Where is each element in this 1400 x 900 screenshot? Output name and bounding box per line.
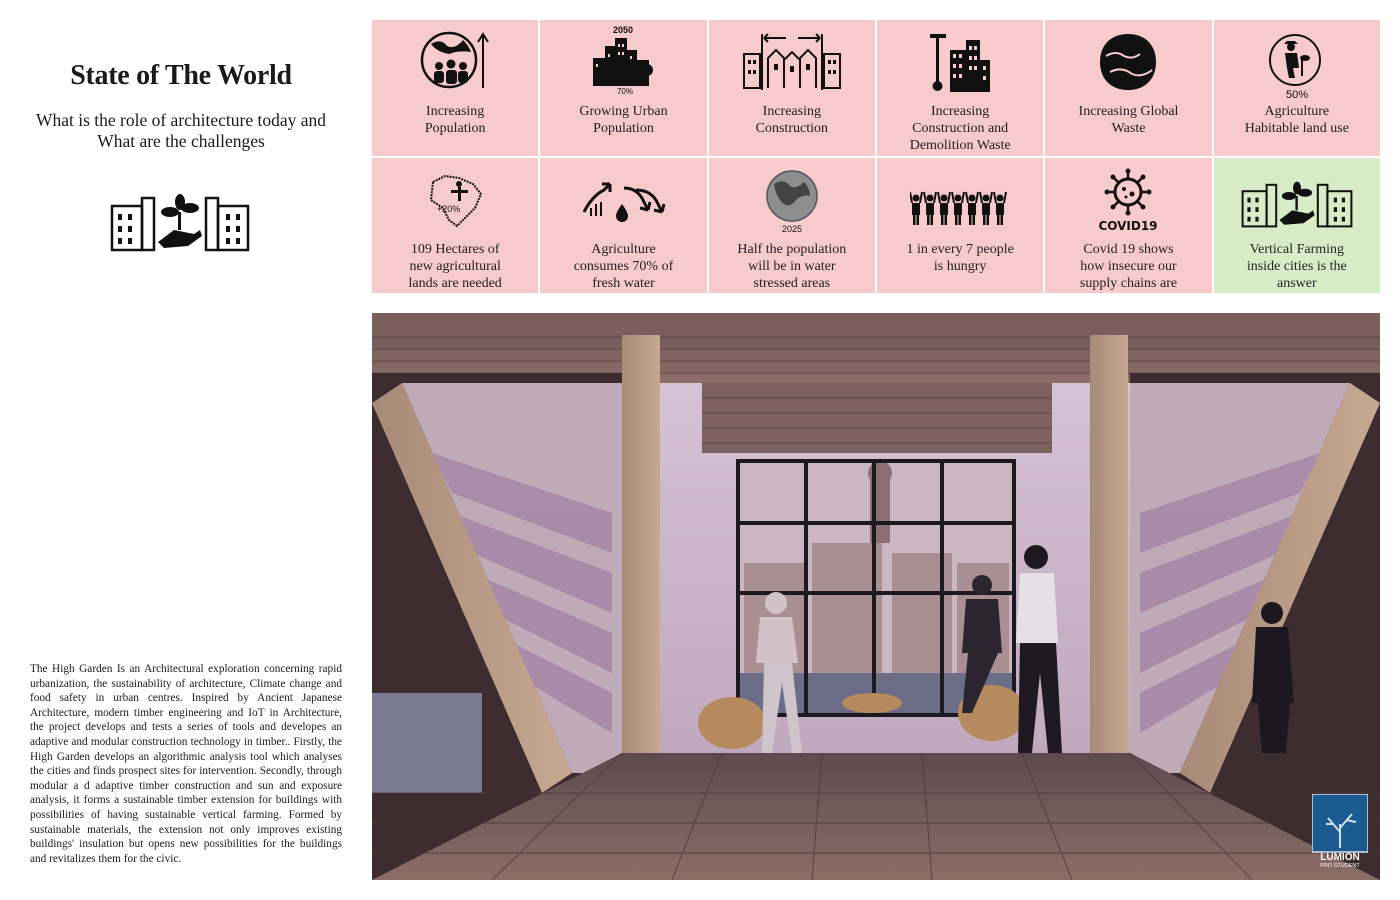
tile-label: Growing Urban Population: [579, 104, 668, 136]
tile-label: Increasing Construction: [755, 104, 828, 136]
construction-buildings-icon: [740, 30, 844, 94]
challenges-grid: [372, 20, 1380, 293]
svg-text:+20%: +20%: [437, 203, 461, 214]
tile-covid: [1045, 158, 1211, 294]
hungry-people-icon: [910, 168, 1010, 232]
water-consumption-icon: [578, 168, 668, 232]
svg-text:50%: 50%: [1285, 89, 1308, 100]
waste-globe-icon: [1096, 30, 1160, 94]
tile-growing-urban-population: [540, 20, 706, 156]
virus-icon: [1088, 168, 1168, 238]
brazil-map-icon: [423, 168, 487, 232]
tile-global-waste: [1045, 20, 1211, 156]
tile-label: Increasing Global Waste: [1078, 104, 1179, 136]
tile-vertical-farming: [1214, 158, 1380, 294]
svg-text:COVID19: COVID19: [1098, 218, 1159, 233]
svg-text:2050: 2050: [613, 25, 634, 35]
tile-hunger: [877, 158, 1043, 294]
tile-label: Increasing Construction and Demolition Waste: [909, 104, 1011, 153]
buildings-hand-plant-icon: [1239, 180, 1355, 228]
tile-label: Half the population will be in water stressed areas: [737, 241, 847, 291]
city-skyline-icon: [587, 24, 659, 96]
svg-text:70%: 70%: [617, 87, 634, 96]
svg-text:LUMION: LUMION: [1320, 852, 1360, 863]
tile-label: Increasing Population: [424, 104, 486, 136]
tile-increasing-population: [372, 20, 538, 156]
svg-text:PRO STUDENT: PRO STUDENT: [1320, 863, 1360, 868]
buildings-hand-plant-icon: [108, 192, 252, 252]
page-title: State of The World: [70, 60, 292, 91]
tile-label: 109 Hectares of new agricultural lands are needed: [408, 241, 502, 291]
globe-icon: [760, 168, 824, 236]
tile-label: 1 in every 7 people is hungry: [906, 241, 1014, 274]
population-globe-icon: [419, 30, 491, 94]
svg-text:2025: 2025: [781, 223, 802, 234]
tile-agricultural-lands: [372, 158, 538, 294]
left-panel: [0, 0, 362, 900]
project-description: The High Garden Is an Architectural exploration concerning rapid urbanization, the sustainability of architecture, Climate change and food safety in urban centres. Inspired by Ancient Japanese Architecture, modern timber engineering and IoT in Architecture, the project develops and tests a series of tools and developes an adaptive and modular construction technology in timber.. Firstly, the High Garden develops an algorithmic analysis tool which analyses the cities and finds prospect sites for intervention. Secondly, through modular a d adaptive timber construction and sun and exposure analysis, it forms a sustainable timber extension for buildings with possibilities of having sustainable vertical farming. Formed by sustainable materials, the extension not only improves existing buildings' insulation but opens new possibilities for the buildings and revitalizes them for the civic.: [30, 663, 342, 865]
tile-fresh-water: [540, 158, 706, 294]
tile-water-stress: [709, 158, 875, 294]
interior-render-image: [372, 313, 1380, 880]
lumion-logo: [1312, 794, 1368, 868]
render-illustration: [372, 313, 1380, 880]
page-subtitle: What is the role of architecture today and What are the challenges: [35, 110, 327, 151]
tile-increasing-construction: [709, 20, 875, 156]
tile-label: Vertical Farming inside cities is the answer: [1246, 241, 1347, 291]
demolition-crane-icon: [928, 30, 992, 94]
tile-label: Agriculture Habitable land use: [1244, 104, 1349, 136]
tile-agriculture-land-use: [1214, 20, 1380, 156]
tile-demolition-waste: [877, 20, 1043, 156]
tile-label: Covid 19 shows how insecure our supply chains are: [1079, 241, 1178, 291]
farmer-icon: [1265, 30, 1329, 100]
tile-label: Agriculture consumes 70% of fresh water: [573, 241, 674, 291]
